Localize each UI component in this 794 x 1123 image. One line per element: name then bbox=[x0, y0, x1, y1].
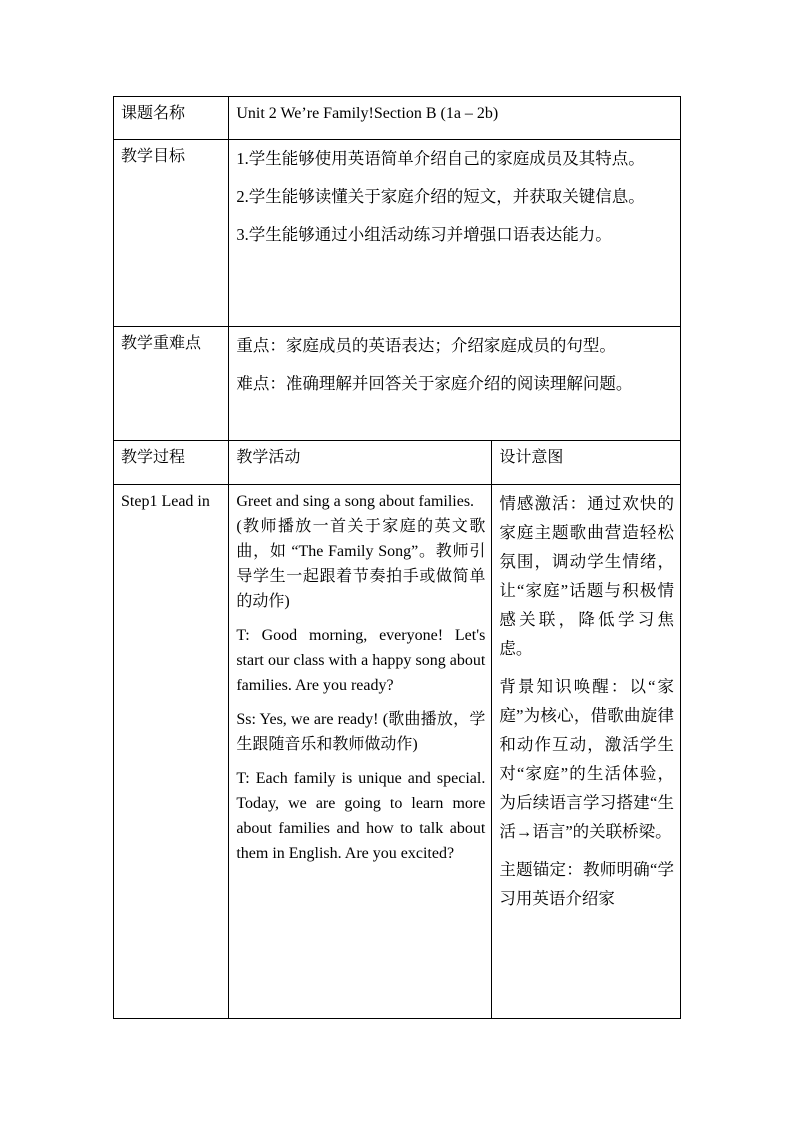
step1-label-cell bbox=[114, 485, 229, 1019]
activity-paragraph: T: Each family is unique and special. Today, we are going to learn more about families and how to talk about them in English. Are you excited? bbox=[236, 770, 486, 862]
row-key-points bbox=[114, 327, 681, 441]
focus-text: 重点：家庭成员的英语表达；介绍家庭成员的句型。 bbox=[236, 336, 616, 355]
objectives-label: 教学目标 bbox=[121, 148, 186, 165]
key-points-cell bbox=[229, 327, 681, 441]
activity-paragraph: (教师播放一首关于家庭的英文歌曲，如 “The Family Song”。教师引导学生一起跟着节奏拍手或做简单的动作) bbox=[236, 518, 486, 610]
key-points-label-cell bbox=[114, 327, 229, 441]
row-step1 bbox=[114, 485, 681, 1019]
key-points-label: 教学重难点 bbox=[121, 335, 202, 352]
intent-paragraph: 背景知识唤醒：以“家庭”为核心，借歌曲旋律和动作互动，激活学生对“家庭”的生活体验，为后续语言学习搭建“生活→语言”的关联桥梁。 bbox=[499, 677, 674, 841]
objective-item: 3.学生能够通过小组活动练习并增强口语表达能力。 bbox=[236, 225, 612, 244]
step1-intents-cell bbox=[492, 485, 681, 1019]
intent-paragraph: 主题锚定：教师明确“学习用英语介绍家 bbox=[499, 860, 674, 908]
intent-header-cell bbox=[492, 441, 681, 485]
intent-header: 设计意图 bbox=[499, 449, 564, 466]
row-objectives bbox=[114, 140, 681, 327]
process-label-cell bbox=[114, 441, 229, 485]
title-label: 课题名称 bbox=[121, 105, 186, 122]
step1-label: Step1 Lead in bbox=[121, 493, 210, 510]
title-label-cell bbox=[114, 97, 229, 140]
step1-activities-cell bbox=[229, 485, 492, 1019]
objective-item: 1.学生能够使用英语简单介绍自己的家庭成员及其特点。 bbox=[236, 149, 645, 168]
activity-paragraph: T: Good morning, everyone! Let's start our class with a happy song about families. Are you ready? bbox=[236, 627, 486, 694]
objectives-cell bbox=[229, 140, 681, 327]
activity-header: 教学活动 bbox=[236, 449, 301, 466]
difficulty-text: 难点：准确理解并回答关于家庭介绍的阅读理解问题。 bbox=[236, 374, 633, 393]
activity-paragraph: Ss: Yes, we are ready! (歌曲播放，学生跟随音乐和教师做动作) bbox=[236, 711, 486, 753]
activity-paragraph: Greet and sing a song about families. bbox=[236, 493, 475, 510]
objectives-label-cell bbox=[114, 140, 229, 327]
process-label: 教学过程 bbox=[121, 449, 186, 466]
activity-header-cell bbox=[229, 441, 492, 485]
intent-paragraph: 情感激活：通过欢快的家庭主题歌曲营造轻松氛围，调动学生情绪，让“家庭”话题与积极情感关联，降低学习焦虑。 bbox=[499, 494, 674, 658]
objective-item: 2.学生能够读懂关于家庭介绍的短文，并获取关键信息。 bbox=[236, 187, 645, 206]
title-value-cell bbox=[229, 97, 681, 140]
lesson-plan-table bbox=[113, 96, 681, 1019]
lesson-title: Unit 2 We’re Family!Section B (1a – 2b) bbox=[236, 105, 499, 122]
row-title bbox=[114, 97, 681, 140]
row-process-header bbox=[114, 441, 681, 485]
